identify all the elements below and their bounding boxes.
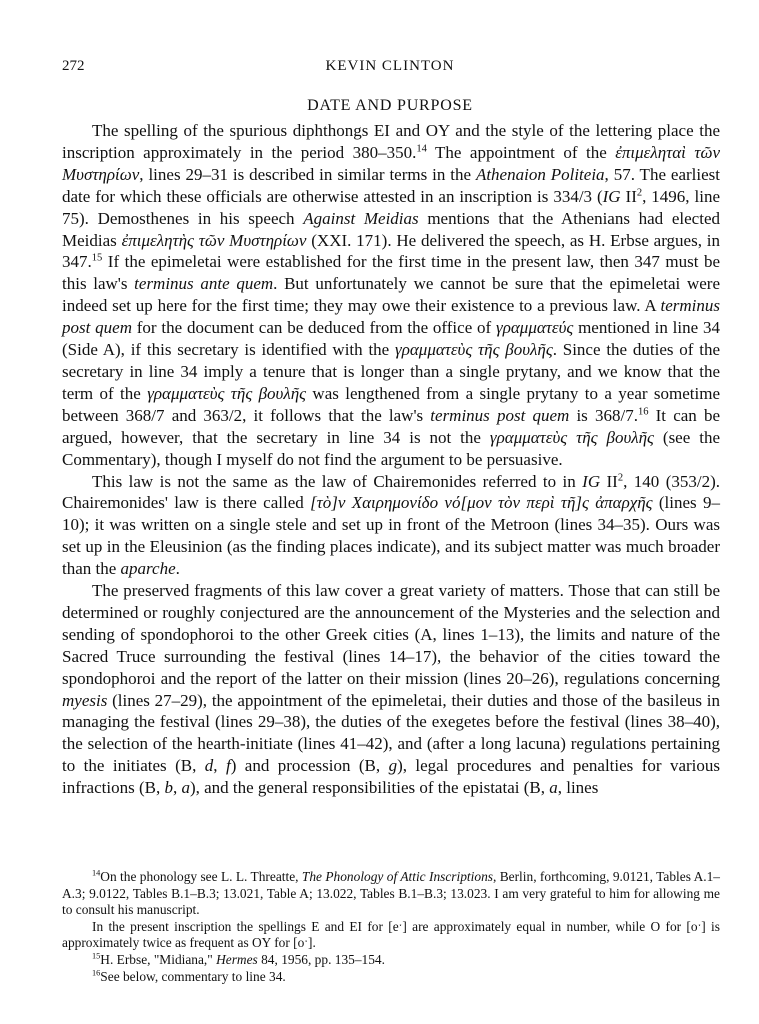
- section-title: DATE AND PURPOSE: [307, 97, 473, 114]
- paragraph-1: The spelling of the spurious diphthongs EI and OY and the style of the lettering place the inscription approximately in the period 380–350.14 The appointment of the ἐπιμεληταὶ τῶν Μυστηρίων, lines 29–31 is described in similar terms in the Athenaion Politeia, 57. The earliest date for which these officials are otherwise attested in an inscription is 334/3 (IG $II^2$, 1496, line 75). Demosthenes in his speech Against Meidias mentions that the Athenians had elected Meidias ἐπιμελητὴς τῶν Μυστηρίων (XXI. 171). He delivered the speech, as H. Erbse argues, in 347.15 If the epimeletai were established for the first time in the present law, then 347 must be this law's terminus ante quem. But unfortunately we cannot be sure that the epimeletai were indeed set up here for the first time; they may owe their existence to a previous law. A terminus post quem for the document can be deduced from the office of γραμματεύς mentioned in line 34 (Side A), if this secretary is identified with the γραμματεὺς τῆς βουλῆς. Since the duties of the secretary in line 34 imply a tenure that is longer than a single prytany, and we know that the term of the γραμματεὺς τῆς βουλῆς was lengthened from a single prytany to a year sometime between 368/7 and 363/2, it follows that the law's terminus post quem is 368/7.16 It can be argued, however, that the secretary in line 34 is not the γραμματεὺς τῆς βουλῆς (see the Commentary), though I myself do not find the argument to be persuasive.: [62, 121, 720, 469]
- body-text: [62, 120, 720, 799]
- greek-text: ἐπιμεληταὶ τῶν Μυστηρίων: [62, 142, 720, 184]
- greek-text: γραμματεύς: [496, 318, 574, 338]
- greek-text: [τὸ]ν Χαιρημονίδο νό[μον τὸν περὶ τῆ]ς ἀπαρχῆς: [310, 493, 653, 513]
- footnote-ref-15[interactable]: 15: [91, 252, 103, 264]
- footnote-ref-14[interactable]: 14: [416, 143, 427, 155]
- footnote-16: $^{16}$See below, commentary to line 34.: [92, 968, 286, 984]
- running-head: KEVIN CLINTON: [325, 58, 455, 74]
- footnotes: [62, 869, 720, 985]
- paragraph-2: This law is not the same as the law of Chairemonides referred to in IG $II^2$, 140 (353/2). Chairemonides' law is there called [τὸ]ν Χαιρημονίδο νό[μον τὸν περὶ τῆ]ς ἀπαρχῆς (lines 9–10); it was written on a single stele and set up in front of the Metroon (lines 34–35). Ours was set up in the Eleusinion (as the finding places indicate), and its subject matter was much broader than the aparche.: [62, 471, 721, 579]
- footnote-14: $^{14}$On the phonology see L. L. Threatte, The Phonology of Attic Inscriptions, Berlin, forthcoming, 9.0121, Tables A.1–A.3; 9.0122, Tables B.1–B.3; 13.021, Table A; 13.022, Tables B.1–B.3; 13.023. I am very grateful to him for allowing me to consult his manuscript.: [62, 868, 720, 918]
- greek-text: γραμματεὺς τῆς βουλῆς: [147, 383, 307, 403]
- page-number: 272: [62, 58, 85, 74]
- greek-text: γραμματεὺς τῆς βουλῆς: [489, 427, 654, 447]
- page-header: [62, 58, 718, 80]
- greek-text: γραμματεὺς τῆς βουλῆς: [395, 340, 553, 360]
- footnote-15: $^{15}$H. Erbse, "Midiana," Hermes 84, 1956, pp. 135–154.: [92, 951, 385, 967]
- footnote-14-continued: In the present inscription the spellings E and EI for [eˑ] are approximately equal in number, while O for [oˑ] is approximately twice as frequent as OY for [oˑ].: [62, 918, 720, 951]
- paragraph-3: The preserved fragments of this law cover a great variety of matters. Those that can still be determined or roughly conjectured are the announcement of the Mysteries and the selection and sending of spondophoroi to the other Greek cities (A, lines 1–13), the limits and nature of the Sacred Truce surrounding the festival (lines 14–17), the behavior of the cities toward the spondophoroi and the report of the latter on their mission (lines 20–26), regulations concerning myesis (lines 27–29), the appointment of the epimeletai, their duties and those of the basileus in managing the festival (lines 29–38), the duties of the exegetes before the festival (lines 38–40), the selection of the hearth-initiate (lines 41–42), and (after a long lacuna) regulations pertaining to the initiates (B, d, f) and procession (B, g), legal procedures and penalties for various infractions (B, b, a), and the general responsibilities of the epistatai (B, a, lines: [62, 581, 720, 798]
- footnote-ref-16[interactable]: 16: [637, 406, 649, 418]
- greek-text: ἐπιμελητὴς τῶν Μυστηρίων: [121, 230, 307, 250]
- italic-title: Athenaion Politeia: [475, 164, 605, 184]
